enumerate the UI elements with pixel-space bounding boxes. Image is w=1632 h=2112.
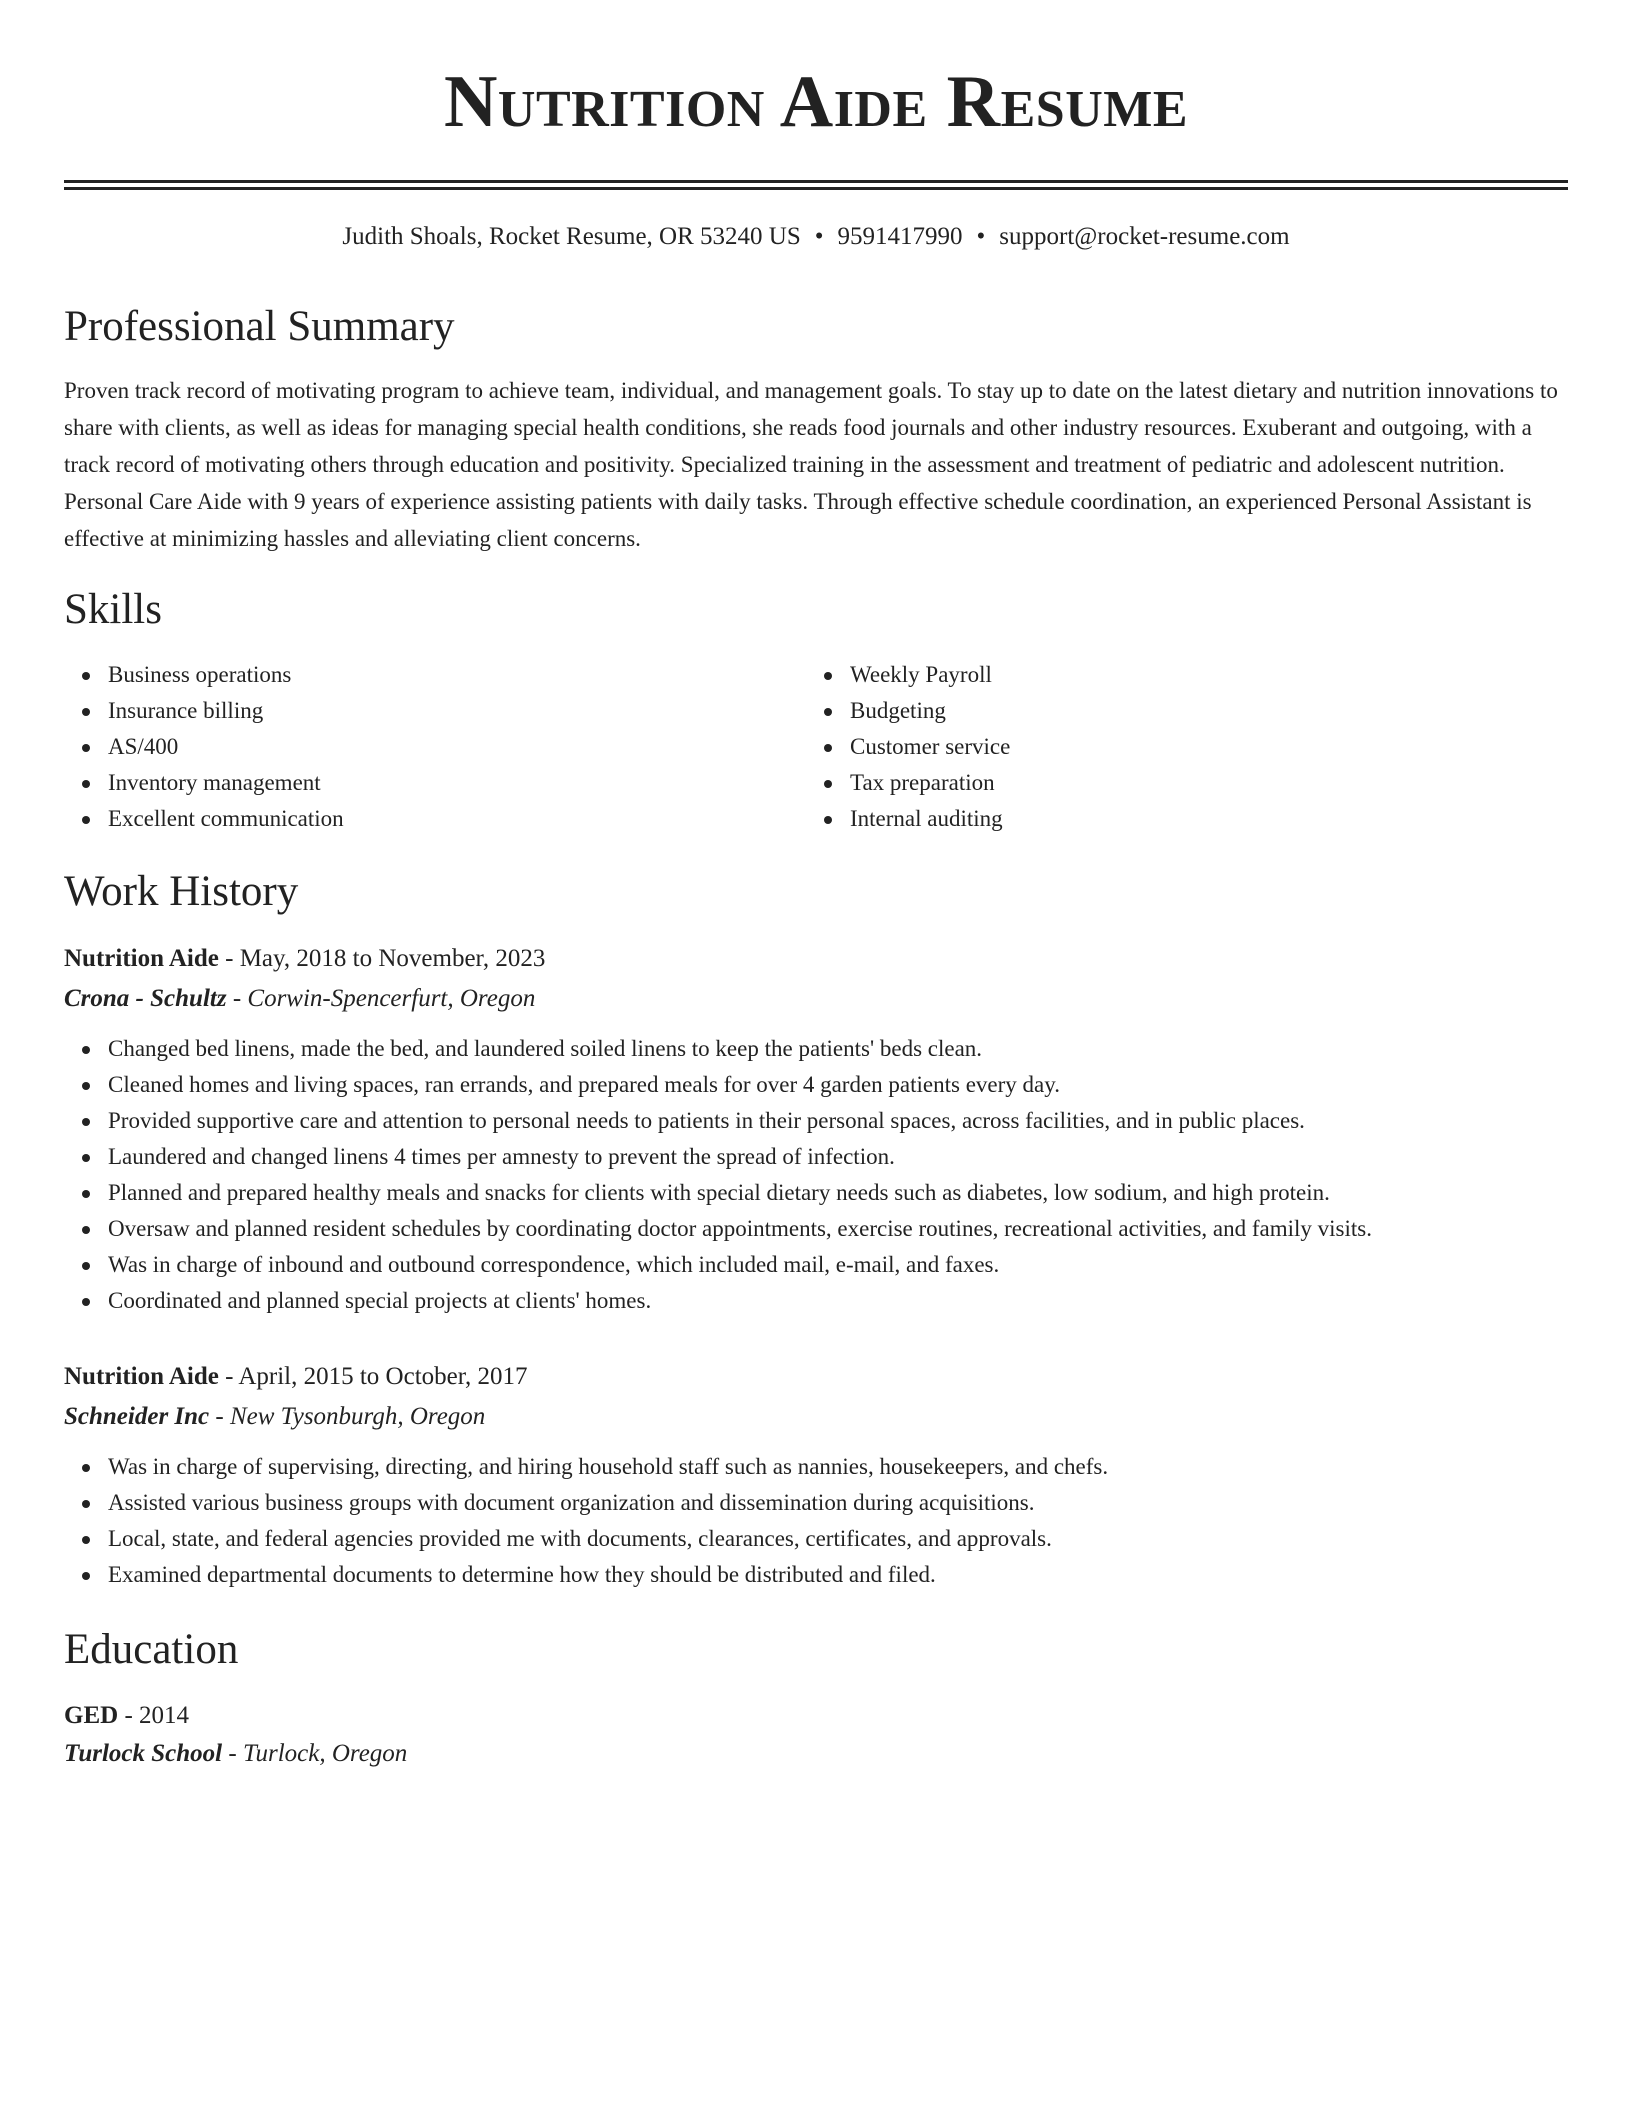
contact-separator: • [976,223,986,250]
degree: GED [64,1702,119,1729]
school-line [64,1735,1568,1773]
company-name: Crona - Schultz [64,985,227,1012]
skill-item: Tax preparation [850,765,1548,801]
job-title: Nutrition Aide [64,1363,219,1390]
skill-item: Insurance billing [108,693,806,729]
duty-item: Cleaned homes and living spaces, ran errands, and prepared meals for over 4 garden patients every day. [108,1067,1568,1103]
job-duties [64,1449,1568,1593]
skill-item: Inventory management [108,765,806,801]
contact-name-address: Judith Shoals, Rocket Resume, OR 53240 US [342,223,801,250]
company-name: Schneider Inc [64,1403,210,1430]
company-location: - New Tysonburgh, Oregon [209,1403,486,1430]
skills-column-left [64,657,806,837]
skill-item: Internal auditing [850,801,1548,837]
summary-heading: Professional Summary [64,303,455,350]
skill-item: Budgeting [850,693,1548,729]
job-title-line [64,1357,1568,1397]
skill-item: AS/400 [108,729,806,765]
company-location: - Corwin-Spencerfurt, Oregon [226,985,536,1012]
job-dates: - April, 2015 to October, 2017 [218,1363,528,1390]
school-location: - Turlock, Oregon [222,1740,408,1767]
duty-item: Coordinated and planned special projects at clients' homes. [108,1283,1568,1319]
degree-line [64,1697,1568,1735]
skills-heading: Skills [64,586,162,633]
contact-line [64,220,1568,254]
contact-phone: 9591417990 [837,223,963,250]
title-divider [64,180,1568,190]
skill-item: Business operations [108,657,806,693]
duty-item: Changed bed linens, made the bed, and laundered soiled linens to keep the patients' beds clean. [108,1031,1568,1067]
duty-item: Provided supportive care and attention to personal needs to patients in their personal spaces, across facilities, and in public places. [108,1103,1568,1139]
duty-item: Assisted various business groups with document organization and dissemination during acquisitions. [108,1485,1568,1521]
job-title: Nutrition Aide [64,945,219,972]
summary-text: Proven track record of motivating program to achieve team, individual, and management goals. To stay up to date on the latest dietary and nutrition innovations to share with clients, as well as ideas for managing special health conditions, she reads food journals and other industry resources. Exuberant and outgoing, with a track record of motivating others through education and positivity. Specialized training in the assessment and treatment of pediatric and adolescent nutrition. Personal Care Aide with 9 years of experience assisting patients with daily tasks. Through effective schedule coordination, an experienced Personal Assistant is effective at minimizing hassles and alleviating client concerns. [64,378,1558,551]
job-dates: - May, 2018 to November, 2023 [218,945,546,972]
education-heading: Education [64,1626,239,1673]
duty-item: Planned and prepared healthy meals and snacks for clients with special dietary needs such as diabetes, low sodium, and high protein. [108,1175,1568,1211]
company-line [64,1397,1568,1437]
duty-item: Oversaw and planned resident schedules by coordinating doctor appointments, exercise routines, recreational activities, and family visits. [108,1211,1568,1247]
skill-item: Weekly Payroll [850,657,1548,693]
work-history-heading: Work History [64,868,299,915]
skill-item: Excellent communication [108,801,806,837]
duty-item: Was in charge of inbound and outbound correspondence, which included mail, e-mail, and faxes. [108,1247,1568,1283]
graduation-year: - 2014 [118,1702,190,1729]
job-entry [64,939,1568,1319]
job-duties [64,1031,1568,1319]
education-entry [64,1697,1568,1773]
skills-list [64,657,1568,837]
duty-item: Was in charge of supervising, directing, and hiring household staff such as nannies, housekeepers, and chefs. [108,1449,1568,1485]
company-line [64,979,1568,1019]
contact-separator: • [814,223,824,250]
skills-column-right [806,657,1548,837]
contact-email: support@rocket-resume.com [999,223,1290,250]
skill-item: Customer service [850,729,1548,765]
resume-title: Nutrition Aide Resume [443,61,1189,143]
duty-item: Local, state, and federal agencies provided me with documents, clearances, certificates, and approvals. [108,1521,1568,1557]
job-title-line [64,939,1568,979]
job-entry [64,1357,1568,1593]
duty-item: Examined departmental documents to determine how they should be distributed and filed. [108,1557,1568,1593]
duty-item: Laundered and changed linens 4 times per amnesty to prevent the spread of infection. [108,1139,1568,1175]
school-name: Turlock School [64,1740,223,1767]
